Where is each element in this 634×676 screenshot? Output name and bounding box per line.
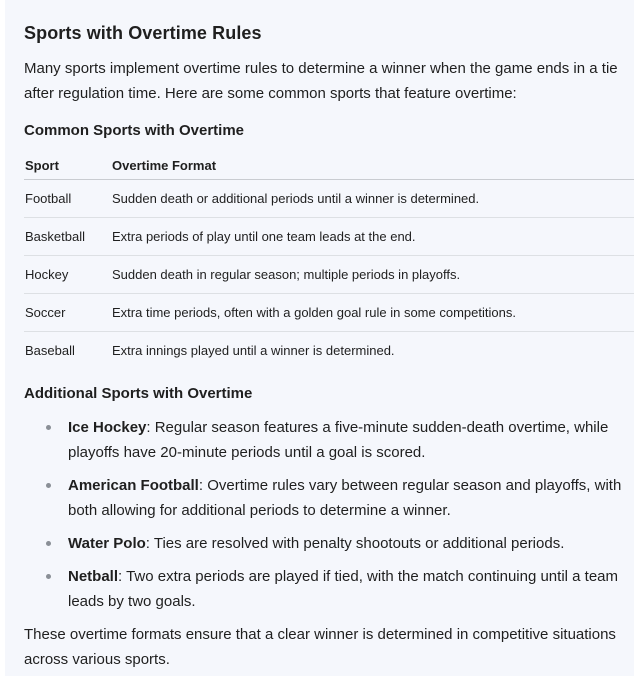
sport-cell: Basketball <box>24 218 111 256</box>
sport-cell: Hockey <box>24 256 111 294</box>
page-title: Sports with Overtime Rules <box>24 23 262 43</box>
format-cell: Extra periods of play until one team leads at the end. <box>111 218 634 256</box>
sport-cell: Football <box>24 180 111 218</box>
list-item <box>46 531 634 556</box>
sport-name: Ice Hockey <box>68 419 147 436</box>
bullet-icon <box>46 483 51 488</box>
table-row <box>24 180 634 218</box>
sport-name: Water Polo <box>68 535 146 552</box>
table-row <box>24 332 634 370</box>
sport-name: Netball <box>68 568 119 585</box>
format-cell: Sudden death in regular season; multiple periods in playoffs. <box>111 256 634 294</box>
overtime-table <box>24 152 634 369</box>
list-item <box>46 564 634 614</box>
sport-name: American Football <box>68 477 199 494</box>
list-item <box>46 415 634 465</box>
table-row <box>24 294 634 332</box>
additional-sports-heading: Additional Sports with Overtime <box>24 385 253 402</box>
sport-cell: Soccer <box>24 294 111 332</box>
additional-sports-list <box>24 415 634 614</box>
list-item <box>46 473 634 523</box>
sport-cell: Baseball <box>25 343 75 358</box>
bullet-icon <box>46 541 51 546</box>
closing-paragraph: These overtime formats ensure that a clear winner is determined in competitive situations across various sports. <box>24 626 616 668</box>
sport-description: : Regular season features a five-minute sudden-death overtime, while playoffs have 20-minute periods until a goal is scored. <box>68 419 609 461</box>
format-cell: Extra innings played until a winner is determined. <box>112 343 395 358</box>
table-row <box>24 256 634 294</box>
format-cell: Sudden death or additional periods until a winner is determined. <box>111 180 634 218</box>
bullet-icon <box>46 425 51 430</box>
column-header-overtime-format: Overtime Format <box>111 152 634 180</box>
common-sports-heading: Common Sports with Overtime <box>24 122 245 139</box>
intro-paragraph: Many sports implement overtime rules to determine a winner when the game ends in a tie after regulation time. Here are some common sports that feature overtime: <box>24 60 618 102</box>
sport-description: : Ties are resolved with penalty shootouts or additional periods. <box>145 535 565 552</box>
table-row <box>24 218 634 256</box>
sport-description: : Overtime rules vary between regular season and playoffs, with both allowing for additional periods to determine a winner. <box>68 477 622 519</box>
format-cell: Extra time periods, often with a golden goal rule in some competitions. <box>111 294 634 332</box>
table-header-row <box>24 152 634 180</box>
bullet-icon <box>46 574 51 579</box>
column-header-sport: Sport <box>24 152 111 180</box>
sport-description: : Two extra periods are played if tied, with the match continuing until a team leads by two goals. <box>68 568 619 610</box>
